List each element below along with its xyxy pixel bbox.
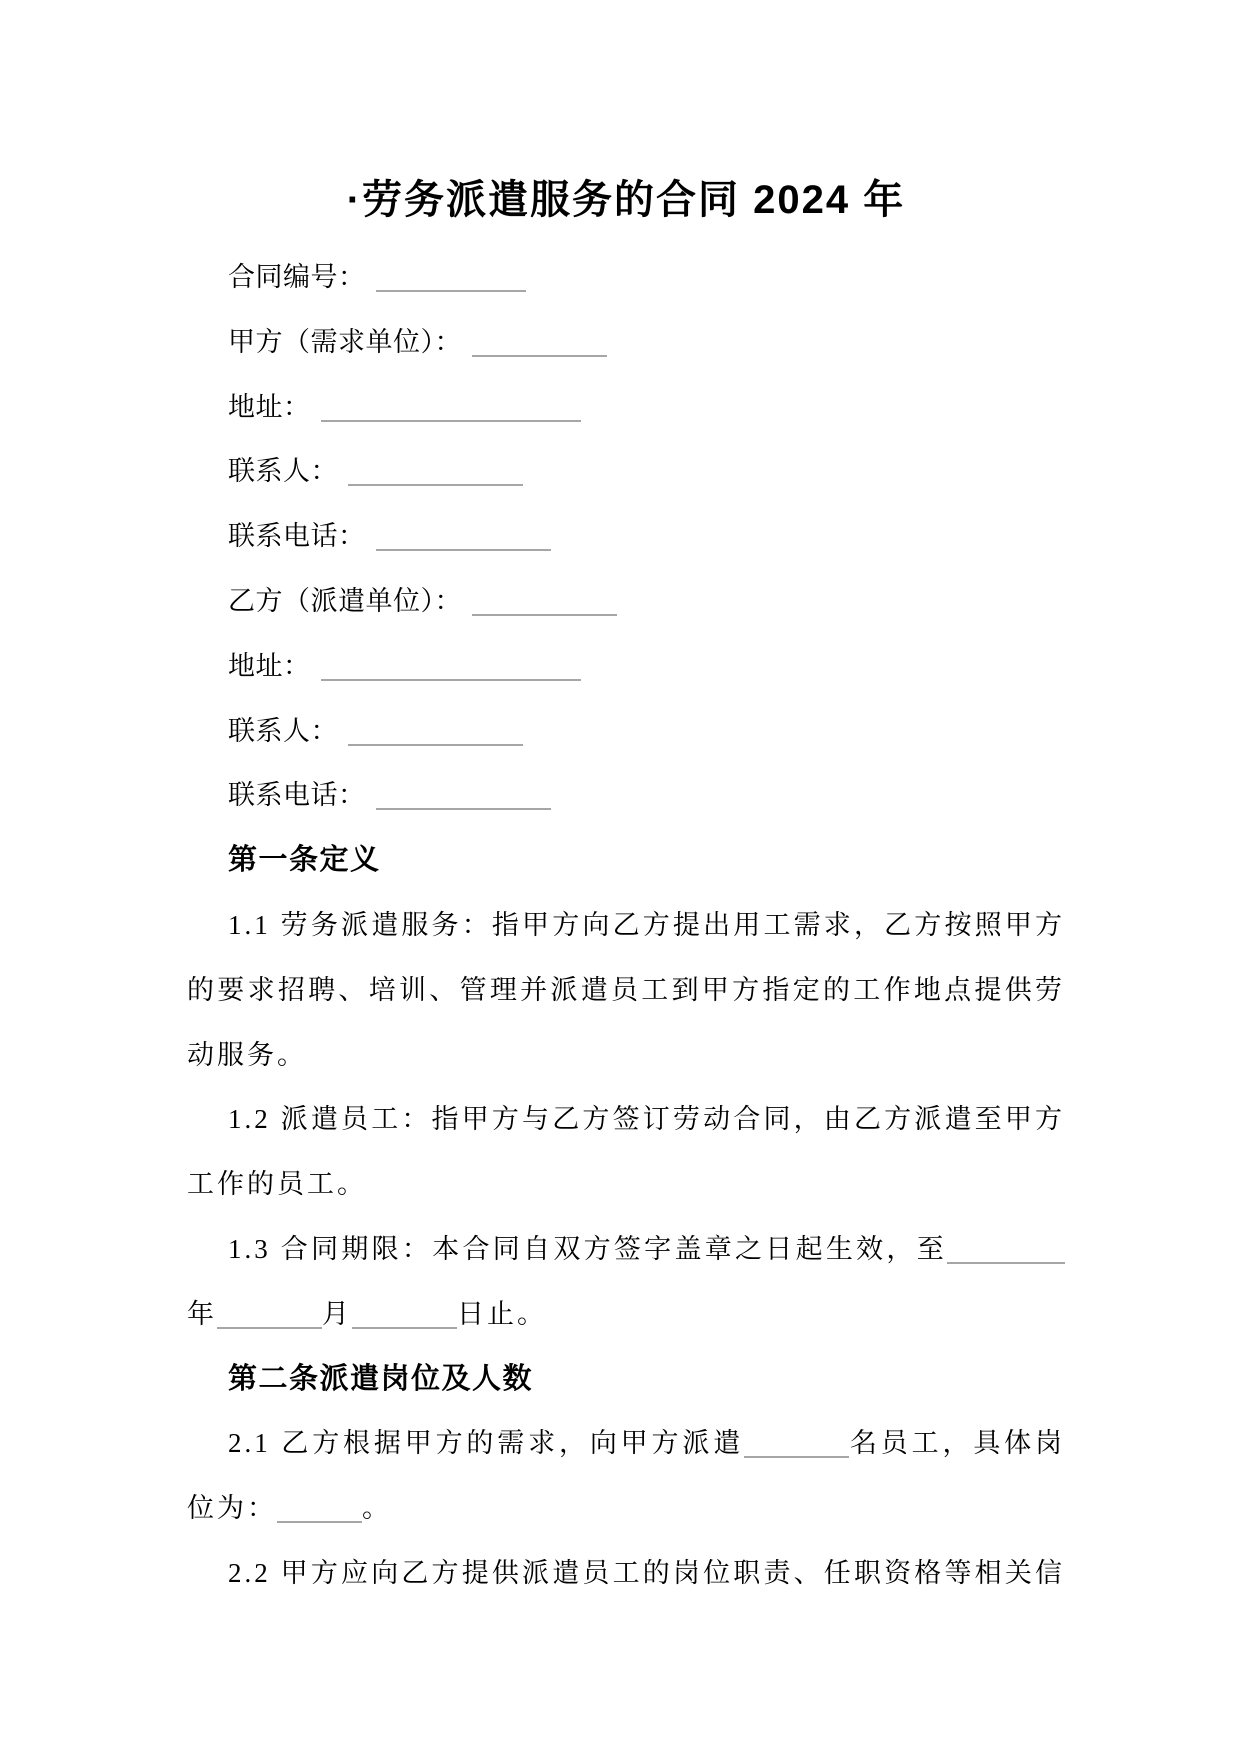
clause-line [187,958,1065,1023]
document-body [187,245,1065,1606]
field-line [187,245,1065,310]
clause-line [187,1476,1065,1541]
clause-line [187,893,1065,958]
line-text: 动服务。 [187,1039,307,1070]
blank-underline [376,282,526,292]
blank-underline [376,800,551,810]
field-line [187,310,1065,375]
clause-line [187,1282,1065,1347]
blank-underline [744,1448,849,1458]
clause-line [187,1411,1065,1476]
field-line [187,763,1065,828]
clause-line [187,1152,1065,1217]
blank-underline [376,541,551,551]
field-line [187,375,1065,440]
blank-underline [472,347,607,357]
blank-underline [277,1513,362,1523]
blank-underline [472,606,617,616]
field-label: 联系人： [228,715,338,746]
line-text: 工作的员工。 [187,1169,367,1200]
line-text: 。 [362,1493,392,1524]
blank-underline [217,1319,322,1329]
blank-underline [348,476,523,486]
article-heading: 第二条派遣岗位及人数 [228,1362,534,1395]
line-text: 1.1 劳务派遣服务：指甲方向乙方提出用工需求，乙方按照甲方 [228,909,1065,940]
clause-line [187,1023,1065,1088]
field-line [187,634,1065,699]
field-label: 联系电话： [228,521,366,552]
line-text: 2.1 乙方根据甲方的需求，向甲方派遣 [228,1428,745,1459]
document-title: ·劳务派遣服务的合同 2024 年 [346,178,906,222]
field-label: 地址： [228,650,311,681]
clause-line [187,1087,1065,1152]
article-heading: 第一条定义 [228,844,381,877]
blank-underline [321,412,581,422]
line-text: 位为： [187,1493,277,1524]
field-label: 合同编号： [228,262,366,292]
line-text: 1.3 合同期限：本合同自双方签字盖章之日起生效，至 [228,1233,947,1264]
blank-underline [352,1319,457,1329]
line-text: 的要求招聘、培训、管理并派遣员工到甲方指定的工作地点提供劳 [187,974,1065,1005]
line-text: 年 [187,1298,217,1329]
field-label: 乙方（派遣单位）： [228,585,462,616]
line-text: 1.2 派遣员工：指甲方与乙方签订劳动合同，由乙方派遣至甲方 [228,1104,1065,1135]
line-text: 名员工，具体岗 [849,1428,1066,1459]
line-text: 日止。 [457,1298,547,1329]
clause-line [187,1217,1065,1282]
field-line [187,504,1065,569]
blank-underline [348,736,523,746]
field-label: 地址： [228,391,311,422]
blank-underline [947,1254,1065,1264]
field-line [187,439,1065,504]
line-text: 月 [322,1298,352,1329]
field-line [187,569,1065,634]
blank-underline [321,671,581,681]
field-label: 甲方（需求单位）： [228,326,462,357]
line-text: 2.2 甲方应向乙方提供派遣员工的岗位职责、任职资格等相关信 [228,1557,1065,1588]
clause-line [187,1541,1065,1606]
field-label: 联系人： [228,456,338,487]
field-label: 联系电话： [228,780,366,811]
field-line [187,699,1065,764]
